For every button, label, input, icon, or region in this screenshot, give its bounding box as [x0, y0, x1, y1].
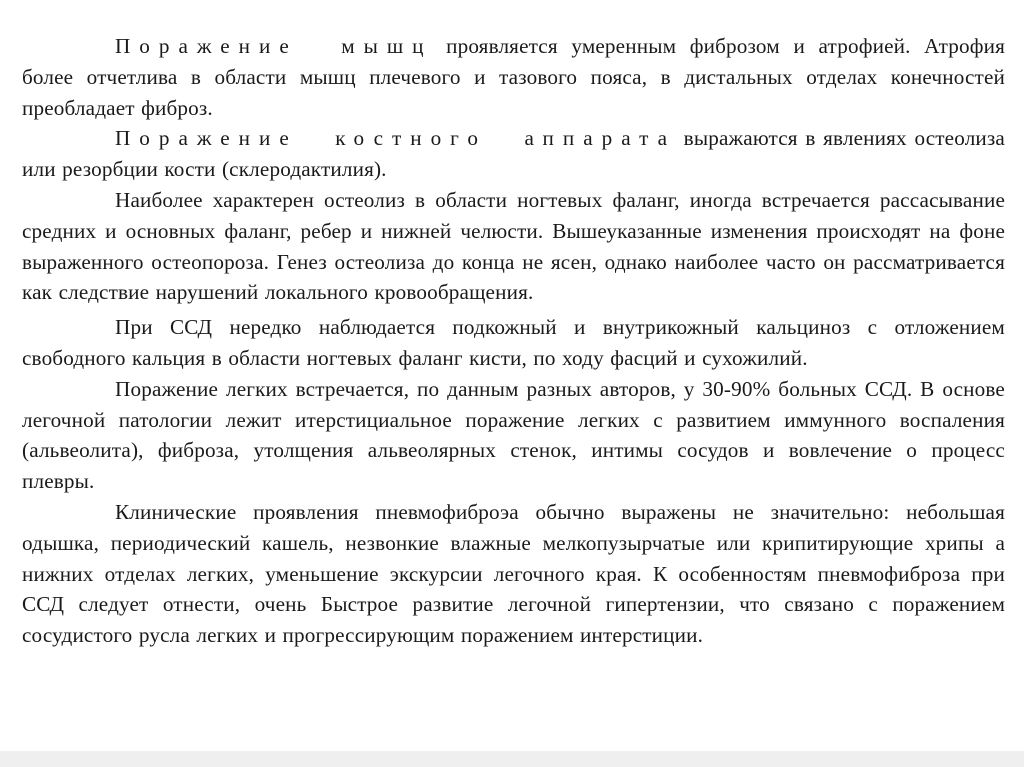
paragraph-osteolysis: Наиболее характерен остеолиз в области ногтевых фаланг, иногда встречается рассасывание средних и основных фаланг, ребер и нижней челюсти. Вышеуказанные изменения происходят на фоне выраженного остеопороза. Генез остеолиза до конца не ясен, однако наиболее часто он рассматривается как следствие нарушений локального кровообращения. [22, 187, 1005, 305]
paragraph-bone-lesion [22, 123, 1005, 185]
paragraph-calcinosis: При ССД нередко наблюдается подкожный и внутрикожный кальциноз с отложением свободного кальция в области ногтевых фаланг кисти, по ходу фасций и сухожилий. [22, 315, 1005, 370]
paragraph-lung-lesion: Поражение легких встречается, по данным разных авторов, у 30-90% больных ССД. В основе легочной патологии лежит итерстициальное поражение легких с развитием иммунного воспаления (альвеолита), фиброза, утолщения альвеолярных стенок, интимы сосудов и вовлечение о процесс плевры. [22, 376, 1005, 494]
paragraph-bone-lesion-text: выражаются в явлениях остеолиза или резорбции кости (склеродактилия). [22, 126, 1005, 182]
heading-bone-lesion: Поражение костного аппарата [115, 126, 677, 151]
heading-muscle-lesion: Поражение мышц [115, 34, 433, 58]
paragraph-clinical-signs: Клинические проявления пневмофиброэа обычно выражены не значительно: небольшая одышка, периодический кашель, незвонкие влажные мелкопузырчатые или крипитирующие хрипы а нижних отделах легких, уменьшение экскурсии легочного края. К особенностям пневмофиброза при ССД следует отнести, очень Быстрое развитие легочной гипертензии, что связано с поражением сосудистого русла легких и прогрессирующим поражением интерстиции. [22, 499, 1005, 648]
paragraph-muscle-lesion [22, 31, 1005, 123]
page-bottom-strip [0, 751, 1024, 767]
paragraph-muscle-lesion-text: проявляется умеренным фиброзом и атрофией. Атрофия более отчетлива в области мышц плечевого и тазового пояса, в дистальных отделах конечностей преобладает фиброз. [22, 34, 1005, 120]
